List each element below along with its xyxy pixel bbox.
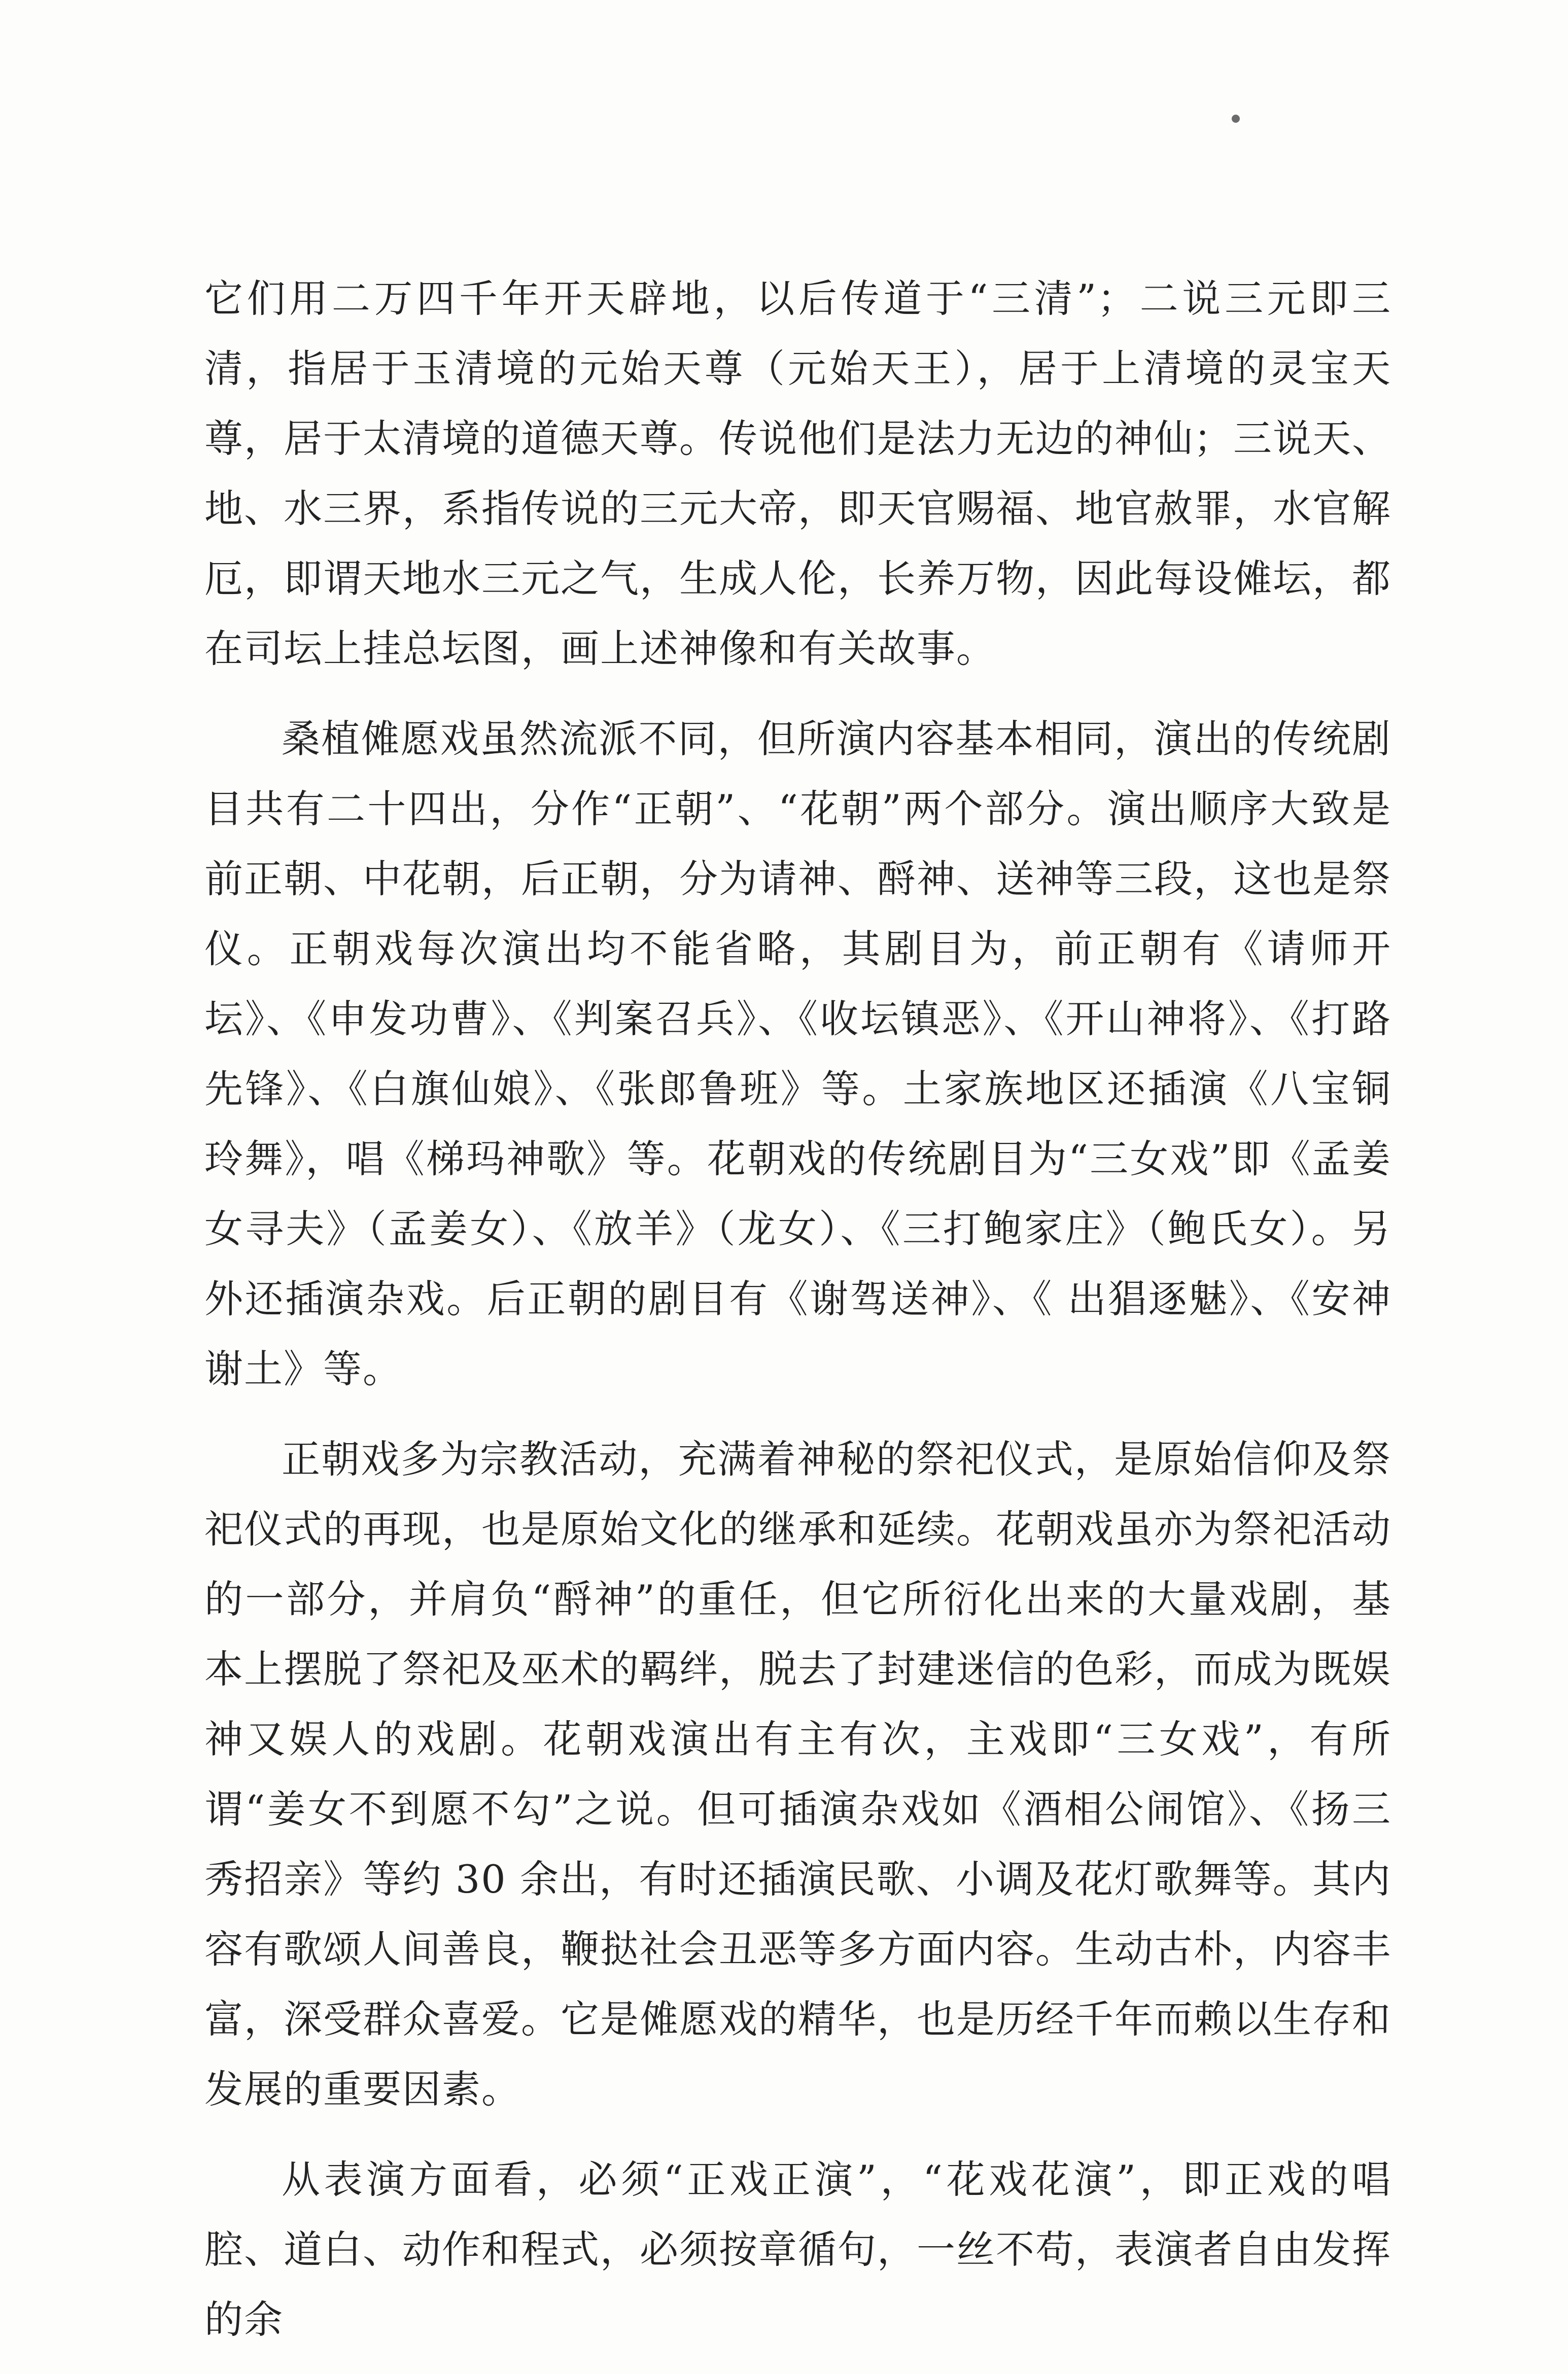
- paragraph-3: 正朝戏多为宗教活动，充满着神秘的祭祀仪式，是原始信仰及祭祀仪式的再现，也是原始文化的继承和延续。花朝戏虽亦为祭祀活动的一部分，并肩负“酹神”的重任，但它所衍化出来的大量戏剧，基本上摆脱了祭祀及巫术的羁绊，脱去了封建迷信的色彩，而成为既娱神又娱人的戏剧。花朝戏演出有主有次，主戏即“三女戏”，有所谓“姜女不到愿不勾”之说。但可插演杂戏如《酒相公闹馆》、《扬三秀招亲》等约 30 余出，有时还插演民歌、小调及花灯歌舞等。其内容有歌颂人间善良，鞭挞社会丑恶等多方面内容。生动古朴，内容丰富，深受群众喜爱。它是傩愿戏的精华，也是历经千年而赖以生存和发展的重要因素。: [204, 1437, 1391, 2112]
- paragraph-1: 它们用二万四千年开天辟地，以后传道于“三清”；二说三元即三清，指居于玉清境的元始天尊（元始天王），居于上清境的灵宝天尊，居于太清境的道德天尊。传说他们是法力无边的神仙；三说天、地、水三界，系指传说的三元大帝，即天官赐福、地官赦罪，水官解厄，即谓天地水三元之气，生成人伦，长养万物，因此每设傩坛，都在司坛上挂总坛图，画上述神像和有关故事。: [204, 276, 1391, 671]
- scan-speck: [1232, 115, 1240, 123]
- paragraph-4: 从表演方面看，必须“正戏正演”，“花戏花演”，即正戏的唱腔、道白、动作和程式，必须按章循句，一丝不苟，表演者自由发挥的余: [204, 2157, 1391, 2342]
- body-text: [204, 264, 1391, 2355]
- paragraph-2: 桑植傩愿戏虽然流派不同，但所演内容基本相同，演出的传统剧目共有二十四出，分作“正朝”、“花朝”两个部分。演出顺序大致是前正朝、中花朝，后正朝，分为请神、酹神、送神等三段，这也是祭仪。正朝戏每次演出均不能省略，其剧目为，前正朝有《请师开坛》、《申发功曹》、《判案召兵》、《收坛镇恶》、《开山神将》、《打路先锋》、《白旗仙娘》、《张郎鲁班》等。土家族地区还插演《八宝铜玲舞》，唱《梯玛神歌》等。花朝戏的传统剧目为“三女戏”即《孟姜女寻夫》（孟姜女）、《放羊》（龙女）、《三打鲍家庄》（鲍氏女）。另外还插演杂戏。后正朝的剧目有《谢驾送神》、《 出猖逐魅》、《安神谢土》等。: [204, 716, 1391, 1391]
